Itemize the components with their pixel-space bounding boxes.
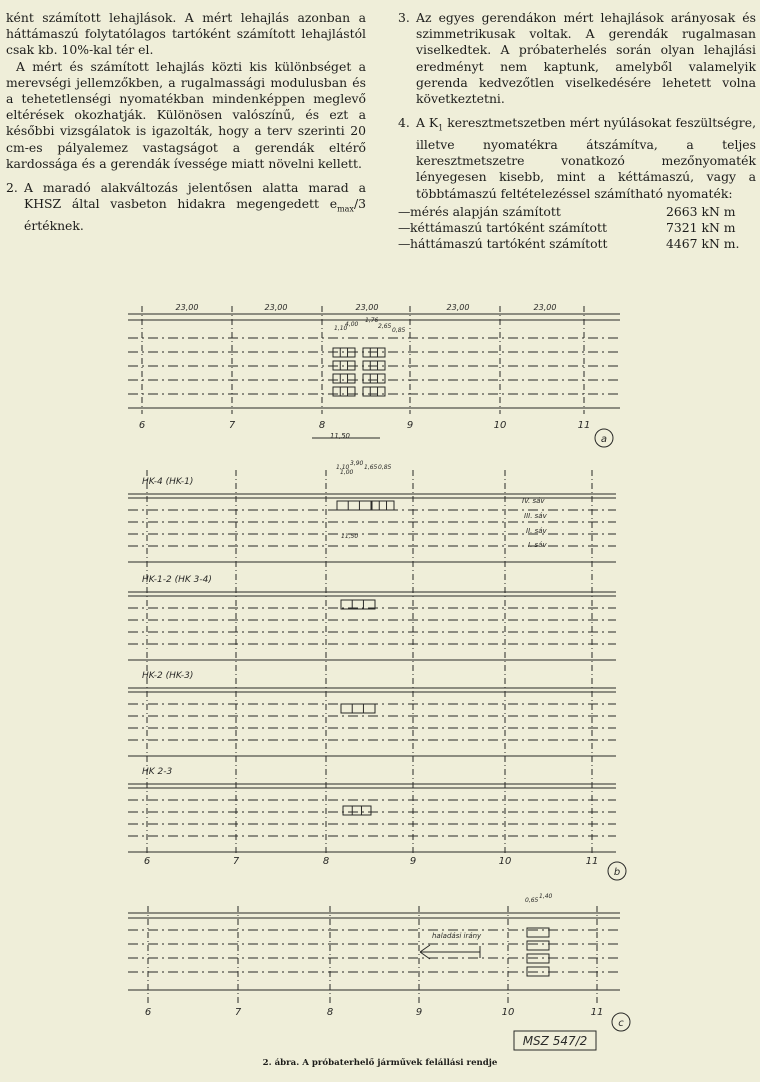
dim-label: 4,00	[345, 321, 359, 328]
beam-label: HK-1-2 (HK 3-4)	[142, 575, 212, 585]
dim-label: 1,10	[336, 464, 350, 471]
vehicle-mark	[363, 387, 385, 396]
vehicle-mark	[333, 387, 355, 396]
support-number: 8	[318, 420, 326, 431]
vehicle-mark	[333, 374, 355, 383]
dim-label: 0,65	[525, 897, 539, 904]
vehicle-mark	[363, 374, 385, 383]
span-label: 23,00	[264, 303, 288, 312]
vehicle-mark	[341, 704, 375, 713]
span-label: 23,00	[355, 303, 379, 312]
dim-label: 0,85	[378, 464, 392, 471]
support-number: 9	[415, 1007, 423, 1018]
direction-arrow	[420, 952, 430, 959]
vehicle-mark	[527, 928, 549, 937]
vehicle-mark	[372, 501, 394, 510]
span-label: 23,00	[175, 303, 199, 312]
paragraph-1: ként számított lehajlások. A mért lehajlás azonban a háttámaszú folytatólagos tartóként számított lehajlástól csak kb. 10%-kal tér el.	[6, 10, 366, 58]
dim-label: 2,65	[378, 323, 392, 330]
support-number: 6	[143, 856, 151, 867]
support-number: 11	[585, 856, 599, 867]
panel-letter: a	[600, 434, 608, 445]
dim-label: 11,50	[329, 432, 351, 440]
direction-label: haladási irány	[432, 932, 482, 940]
panel-a	[139, 303, 613, 447]
lane-label: II. sáv	[526, 527, 547, 535]
support-number: 10	[501, 1007, 515, 1018]
numbered-item-3: 3. Az egyes gerendákon mért lehajlások arányosak és szimmetrikusak voltak. A gerendák rugalmasan viselkedtek. A próbaterhelés során olyan lehajlási eredményt nem kaptunk, amelyből valamelyik gerenda kedvezőtlen viselkedésére lehetett volna következtetni.	[398, 10, 756, 107]
text-column-right	[398, 10, 756, 252]
support-number: 9	[409, 856, 417, 867]
vehicle-placement-drawing	[0, 288, 760, 1056]
paragraph-2: A mért és számított lehajlás közti kis különbséget a merevségi jellemzőkben, a rugalmassági modulusban és a tehetetlenségi nyomatékban mindenképpen meglevő eltérések okozhatják. Különösen valószínű, és ezt a későbbi vizsgálatok is igazolták, hogy a terv szerinti 20 cm-es pályalemez vastagságot a gerendák eltérő kardossága és a gerendák ívessége miatt növelni kellett.	[6, 58, 366, 171]
dim-label: 1,00	[340, 469, 354, 476]
figure-caption: 2. ábra. A próbaterhelő járművek felállási rendje	[262, 1058, 498, 1068]
support-number: 11	[577, 420, 591, 431]
lane-label: III. sáv	[524, 512, 547, 520]
support-number: 11	[590, 1007, 604, 1018]
beam-label: HK-4 (HK-1)	[142, 477, 194, 487]
moment-list	[398, 204, 756, 253]
moment-row: — mérés alapján számított 2663 kN m	[398, 203, 736, 219]
moment-row: — háttámaszú tartóként számított 4467 kN m.	[398, 236, 740, 252]
numbered-item-2: 2. A maradó alakváltozás jelentősen alatta marad a KHSZ által vasbeton hidakra megengedett $e_{max}/3$ értéknek.	[6, 180, 366, 233]
span-label: 23,00	[446, 303, 470, 312]
vehicle-mark	[343, 806, 371, 815]
beam-label: HK 2-3	[142, 767, 173, 777]
dim-label: 1,40	[539, 893, 553, 900]
span-label: 23,00	[533, 303, 557, 312]
dim-label: 11,50	[341, 533, 359, 540]
dim-label: 1,10	[334, 325, 348, 332]
support-number: 7	[232, 856, 240, 867]
dim-label: 0,85	[392, 327, 406, 334]
panel-letter: b	[613, 867, 621, 878]
panel-b	[142, 460, 626, 880]
dim-label: 1,76	[365, 317, 379, 324]
support-number: 9	[406, 420, 414, 431]
dim-label: 1,65	[364, 464, 378, 471]
support-number: 10	[493, 420, 507, 431]
support-number: 8	[326, 1007, 334, 1018]
beam-label: HK-2 (HK-3)	[142, 671, 194, 681]
support-number: 8	[322, 856, 330, 867]
lane-label: I. sáv	[528, 541, 547, 549]
support-number: 6	[138, 420, 146, 431]
moment-row: — kéttámaszú tartóként számított 7321 kN m	[398, 219, 736, 235]
code-label: MSZ 547/2	[522, 1034, 588, 1048]
direction-arrow	[420, 945, 430, 952]
numbered-item-4: 4. A $K_1$ keresztmetszetben mért nyúlásokat feszültségre, illetve nyomatékra átszámítva, a teljes keresztmetszetre vonatkozó mezőnyomaték lényegesen kisebb, mint a kéttámaszú, vagy a többtámaszú feltételezéssel számítható nyomaték:	[398, 115, 757, 201]
text-column-left	[6, 10, 366, 234]
vehicle-mark	[337, 501, 371, 510]
lane-label: IV. sáv	[522, 497, 545, 505]
support-number: 6	[144, 1007, 152, 1018]
support-number: 10	[498, 856, 512, 867]
panel-letter: c	[618, 1018, 624, 1029]
vehicle-mark	[527, 941, 549, 950]
dim-label: 3,90	[350, 460, 364, 467]
support-number: 7	[234, 1007, 242, 1018]
support-number: 7	[228, 420, 236, 431]
